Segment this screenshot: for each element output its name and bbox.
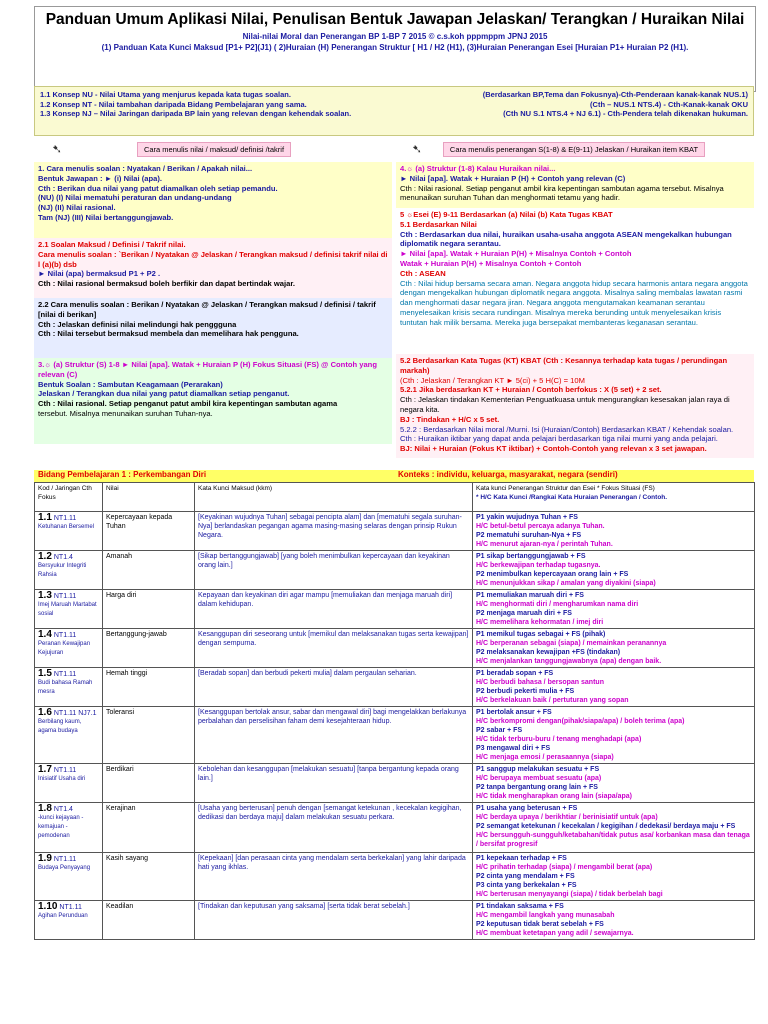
table-row xyxy=(35,803,755,853)
row-focus: Peranan Kewajipan Kejujuran xyxy=(38,641,91,656)
row-nt-code: NT1.4 xyxy=(53,554,73,561)
row-penerangan-line: H/C berbudi bahasa / bersopan santun xyxy=(476,679,604,686)
concept-row-2 xyxy=(40,100,748,110)
row-nt-code: NT1.11 xyxy=(53,515,77,522)
row-nilai-cell xyxy=(103,551,195,590)
row-focus: Agihan Perunduan xyxy=(38,913,88,919)
row-penerangan-cell xyxy=(473,853,755,901)
section-5-2-1-example: Cth : Jelaskan tindakan Kementerian Penguatkuasa untuk mengurangkan kesesakan jalan raya di negara kita. xyxy=(400,395,730,414)
row-code-cell xyxy=(35,901,103,940)
header-code: Kod / Jaringan Cth Fokus xyxy=(35,483,103,512)
row-penerangan-line: P2 tanpa bergantung orang lain + FS xyxy=(476,784,598,791)
section-3-question: Bentuk Soalan : Sambutan Keagamaan (Perarakan) xyxy=(38,379,223,389)
section-2-1 xyxy=(34,238,392,298)
row-code-cell xyxy=(35,512,103,551)
row-number: 1.5 xyxy=(38,668,52,679)
row-penerangan-line: P1 sanggup melakukan sesuatu + FS xyxy=(476,766,600,773)
row-number: 1.1 xyxy=(38,512,52,523)
row-penerangan-line: P2 cinta yang mendalam + FS xyxy=(476,873,575,880)
row-penerangan-line: H/C menghormati diri / mengharumkan nama diri xyxy=(476,601,639,608)
row-penerangan-line: H/C menunjukkan sikap / amalan yang diyakini (siapa) xyxy=(476,580,656,587)
row-nilai-cell xyxy=(103,629,195,668)
table-row xyxy=(35,551,755,590)
row-penerangan-line: H/C menjaga emosi / perasaannya (siapa) xyxy=(476,754,614,761)
section-5-2-1-title: 5.2.1 Jika berdasarkan KT + Huraian / Contoh berfokus : X (5 set) + 2 set. xyxy=(400,385,662,395)
row-penerangan-line: P2 mematuhi suruhan-Nya + FS xyxy=(476,532,582,539)
row-penerangan-line: H/C berupaya membuat sesuatu (apa) xyxy=(476,775,602,782)
section-2-2-title: 2.2 Cara menulis soalan : Berikan / Nyatakan @ Jelaskan / Terangkan maksud / definisi / takrif [nilai di berikan] xyxy=(38,300,376,319)
row-number: 1.9 xyxy=(38,853,52,864)
tab-nilai-label: Cara menulis nilai / maksud/ definisi /takrif xyxy=(137,142,291,157)
row-nilai-cell xyxy=(103,512,195,551)
row-penerangan-line: H/C berkelakuan baik / pertuturan yang sopan xyxy=(476,697,629,704)
header-penerangan xyxy=(473,483,755,512)
header-subtitle: Nilai-nilai Moral dan Penerangan BP 1-BP 7 2015 © c.s.koh pppmppm JPNJ 2015 xyxy=(242,32,548,41)
row-code-cell xyxy=(35,590,103,629)
row-focus: Budi bahasa Ramah mesra xyxy=(38,680,93,695)
row-kkm: [Sikap bertanggungjawab] [yang boleh menimbulkan kepercayaan dan keyakinan orang lain.] xyxy=(198,553,450,569)
section-3 xyxy=(34,358,392,444)
document-header xyxy=(34,6,756,92)
section-5 xyxy=(396,208,754,354)
section-5-1-format-2: Watak + Huraian P(H) + Misalnya Contoh + Contoh xyxy=(400,258,582,268)
row-penerangan-line: P3 cinta yang berkekalan + FS xyxy=(476,882,577,889)
row-number: 1.6 xyxy=(38,707,52,718)
row-kkm-cell xyxy=(195,901,473,940)
row-nilai: Keadilan xyxy=(106,903,134,910)
row-number: 1.3 xyxy=(38,590,52,601)
row-kkm: [Usaha yang berterusan] penuh dengan [semangat ketekunan , kecekalan kegigihan, dedikasi dan berdaya maju] dalam melakukan sesuatu perkara. xyxy=(198,805,462,821)
section-1-value-1: (NU) (I) Nilai mematuhi peraturan dan undang-undang xyxy=(38,193,232,203)
left-column xyxy=(34,162,392,444)
section-5-1-title: 5.1 Berdasarkan Nilai xyxy=(400,219,477,229)
section-5-2-title: 5.2 Berdasarkan Kata Tugas (KT) KBAT (Cth : Kesannya terhadap kata tugas / perundingan markah) xyxy=(400,356,728,375)
row-focus: Inisiatif Usaha diri xyxy=(38,776,86,782)
row-kkm: [Kesanggupan bertolak ansur, sabar dan mengawal diri] bagi mengelakkan berlakunya perbalahan dan perselisihan faham demi kesejahteraan hidup. xyxy=(198,709,467,725)
row-kkm-cell xyxy=(195,551,473,590)
row-penerangan-line: H/C menjalankan tanggungjawabnya (apa) dengan baik. xyxy=(476,658,662,665)
row-focus: -kunci kejayaan -kemajuan -pemodenan xyxy=(38,815,84,839)
row-number: 1.2 xyxy=(38,551,52,562)
concept-2-text: 1.2 Konsep NT - Nilai tambahan daripada Bidang Pembelajaran yang sama. xyxy=(40,99,307,109)
row-kkm-cell xyxy=(195,512,473,551)
header-guide-line: (1) Panduan Kata Kunci Maksud [P1+ P2](J1) ( 2)Huraian (H) Penerangan Struktur [ H1 / H2 (H1), (3)Huraian Penerangan Esei [Huraian P1+ Huraian P2 (H1). xyxy=(101,43,689,52)
row-penerangan-line: H/C berkompromi dengan(pihak/siapa/apa) / boleh terima (apa) xyxy=(476,718,685,725)
row-penerangan-line: H/C memelihara kehormatan / imej diri xyxy=(476,619,604,626)
table-row xyxy=(35,668,755,707)
concept-row-3 xyxy=(40,109,748,119)
row-penerangan-cell xyxy=(473,707,755,764)
concept-3-example: (Cth NU S.1 NTS.4 + NJ 6.1) - Cth-Pendera telah dikenakan hukuman. xyxy=(503,109,748,119)
row-kkm: Kesanggupan diri seseorang untuk [memikul dan melaksanakan tugas serta kewajipan] dengan sempurna. xyxy=(198,631,469,647)
row-kkm-cell xyxy=(195,590,473,629)
row-penerangan-line: H/C tidak terburu-buru / tenang menghadapi (apa) xyxy=(476,736,642,743)
row-nt-code: NT1.11 xyxy=(53,767,77,774)
row-kkm-cell xyxy=(195,803,473,853)
row-number: 1.4 xyxy=(38,629,52,640)
row-penerangan-line: H/C berdaya upaya / berikhtiar / berinisiatif untuk (apa) xyxy=(476,814,658,821)
row-kkm: [Kepekaan] [dan perasaan cinta yang mendalam serta berkekalan] yang lahir daripada hati yang ikhlas. xyxy=(198,855,466,871)
learning-area-title: Bidang Pembelajaran 1 : Perkembangan Diri xyxy=(38,470,207,479)
row-penerangan-cell xyxy=(473,764,755,803)
row-number: 1.8 xyxy=(38,803,52,814)
row-nilai: Harga diri xyxy=(106,592,137,599)
row-nilai-cell xyxy=(103,853,195,901)
table-row xyxy=(35,853,755,901)
row-code-cell xyxy=(35,803,103,853)
row-nt-code: NT1.11 xyxy=(53,671,77,678)
table-row xyxy=(35,707,755,764)
header-penerangan-1: Kata kunci Penerangan Struktur dan Esei * Fokus Situasi (FS) xyxy=(476,485,655,492)
section-3-example-cont: tersebut. Misalnya menunaikan suruhan Tuhan-nya. xyxy=(38,408,213,418)
row-code-cell xyxy=(35,707,103,764)
section-5-2-2-title: 5.2.2 : Berdasarkan Nilai moral /Murni. Isi (Huraian/Contoh) Berdasarkan KBAT / Kehendak soalan. xyxy=(400,424,734,434)
row-penerangan-cell xyxy=(473,901,755,940)
row-nilai: Kepercayaan kepada Tuhan xyxy=(106,514,173,530)
section-2-1-format: ► Nilai (apa) bermaksud P1 + P2 . xyxy=(38,269,161,279)
document-title: Panduan Umum Aplikasi Nilai, Penulisan Bentuk Jawapan Jelaskan/ Terangkan / Huraikan Nilai xyxy=(45,11,745,28)
row-number: 1.10 xyxy=(38,901,58,912)
row-kkm: [Tindakan dan keputusan yang saksama] [serta tidak berat sebelah.] xyxy=(198,903,410,910)
values-table xyxy=(34,482,755,940)
learning-area-band xyxy=(34,470,754,482)
section-4-format: ► Nilai [apa]. Watak + Huraian P (H) + Contoh yang relevan (C) xyxy=(400,173,626,183)
section-5-2-2-answer: BJ: Nilai + Huraian (Fokus KT iktibar) + Contoh-Contoh yang relevan x 3 set jawapan. xyxy=(400,444,707,454)
row-kkm: Kepayaan dan keyakinan diri agar mampu [memuliakan dan menjaga maruah diri] dalam kehidupan. xyxy=(198,592,453,608)
section-5-2-2-example: Cth : Huraikan iktibar yang dapat anda pelajari berdasarkan tiga nilai murni yang anda pelajari. xyxy=(400,434,718,444)
table-row xyxy=(35,629,755,668)
row-number: 1.7 xyxy=(38,764,52,775)
row-penerangan-line: P2 menimbulkan kepercayaan orang lain + FS xyxy=(476,571,629,578)
section-2-2-answer: Cth : Nilai tersebut bermaksud membela dan memelihara hak pengguna. xyxy=(38,329,299,339)
section-2-1-example: Cth : Nilai rasional bermaksud boleh berfikir dan dapat bertindak wajar. xyxy=(38,279,295,289)
concept-1-text: 1.1 Konsep NU - Nilai Utama yang menjurus kepada kata tugas soalan. xyxy=(40,90,291,99)
row-code-cell xyxy=(35,668,103,707)
concept-2-example: (Cth – NUS.1 NTS.4) - Cth-Kanak-kanak OKU xyxy=(590,99,748,109)
section-1-value-2: (NJ) (II) Nilai rasional. xyxy=(38,203,116,213)
section-2-2-example: Cth : Jelaskan definisi nilai melindungi hak penggguna xyxy=(38,319,237,329)
row-nilai: Kerajinan xyxy=(106,805,136,812)
row-penerangan-line: H/C menurut ajaran-nya / perintah Tuhan. xyxy=(476,541,613,548)
row-penerangan-line: P1 tindakan saksama + FS xyxy=(476,903,564,910)
section-5-1-example-label: Cth : ASEAN xyxy=(400,268,446,278)
row-nt-code: NT1.11 xyxy=(53,632,77,639)
row-focus: Imej Maruah Martabat sosial xyxy=(38,602,97,617)
row-code-cell xyxy=(35,551,103,590)
row-nilai: Berdikari xyxy=(106,766,134,773)
row-kkm-cell xyxy=(195,764,473,803)
right-column xyxy=(396,162,754,458)
row-nilai: Kasih sayang xyxy=(106,855,149,862)
row-kkm-cell xyxy=(195,707,473,764)
table-header-row xyxy=(35,483,755,512)
section-1-value-3: Tam (NJ) (III) Nilai bertanggungjawab. xyxy=(38,212,174,222)
header-kkm: Kata Kunci Maksud (kkm) xyxy=(195,483,473,512)
row-penerangan-line: P1 kepekaan terhadap + FS xyxy=(476,855,567,862)
section-3-title: 3.☼ (a) Struktur (S) 1-8 ► Nilai [apa]. Watak + Huraian P (H) Fokus Situasi (FS) @ Contoh yang relevan (C) xyxy=(38,360,377,379)
row-code-cell xyxy=(35,629,103,668)
row-penerangan-line: H/C tidak mengharapkan orang lain (siapa/apa) xyxy=(476,793,632,800)
row-nilai-cell xyxy=(103,590,195,629)
table-row xyxy=(35,590,755,629)
row-penerangan-line: P2 sabar + FS xyxy=(476,727,523,734)
row-nt-code: NT1.11 NJ7.1 xyxy=(53,710,97,717)
row-penerangan-cell xyxy=(473,629,755,668)
section-5-1-question: Cth : Berdasarkan dua nilai, huraikan usaha-usaha anggota ASEAN mengekalkan hubungan diplomatik negara serantau. xyxy=(400,229,732,249)
row-penerangan-line: H/C betul-betul percaya adanya Tuhan. xyxy=(476,523,605,530)
context-title: Konteks : individu, keluarga, masyarakat, negara (sendiri) xyxy=(398,470,618,479)
row-nilai: Hemah tinggi xyxy=(106,670,148,677)
row-nilai: Bertanggung-jawab xyxy=(106,631,167,638)
row-code-cell xyxy=(35,853,103,901)
section-5-title: 5 ☼Esei (E) 9-11 Berdasarkan (a) Nilai (b) Kata Tugas KBAT xyxy=(400,210,613,219)
header-nilai: Nilai xyxy=(103,483,195,512)
row-nt-code: NT1.4 xyxy=(53,806,73,813)
row-nt-code: NT1.11 xyxy=(53,856,77,863)
section-4 xyxy=(396,162,754,208)
row-penerangan-line: H/C membuat ketetapan yang adil / sewajarnya. xyxy=(476,930,634,937)
section-1-format: Bentuk Jawapan : ► (i) Nilai (apa). xyxy=(38,173,162,183)
section-4-example: Cth : Nilai rasional. Setiap penganut ambil kira kepentingan sambutan agama tersebut. Misalnya menunaikan suruhan Tuhan dan menghormati tetamu yang hadir. xyxy=(400,183,724,203)
row-penerangan-line: P1 memikul tugas sebagai + FS (pihak) xyxy=(476,631,606,638)
row-penerangan-line: P1 yakin wujudnya Tuhan + FS xyxy=(476,514,578,521)
row-penerangan-line: P1 memuliakan maruah diri + FS xyxy=(476,592,584,599)
row-nilai-cell xyxy=(103,668,195,707)
concept-panel xyxy=(34,86,754,136)
arrow-icon: ➷ xyxy=(52,142,63,156)
row-penerangan-line: P2 semangat ketekunan / kecekalan / kegigihan / dedekasi/ berdaya maju + FS xyxy=(476,823,736,830)
row-focus: Berbilang kaum, agama budaya xyxy=(38,719,82,734)
row-penerangan-line: H/C prihatin terhadap (siapa) / mengambil berat (apa) xyxy=(476,864,653,871)
row-penerangan-line: H/C berterusan menyayangi (siapa) / tidak berbelah bagi xyxy=(476,891,663,898)
row-nilai-cell xyxy=(103,764,195,803)
section-5-1-example: Cth : Nilai hidup bersama secara aman. Negara anggota hidup secara harmonis antara negara anggota dengan mengekalkan hubungan diplomatik negara anggota. Misalnya saling membalas lawatan rasmi dan menghormati dasar negara jiran. Negara anggota mengutamakan keamanan serantau menyelesaikan krisis secara rundingan. Misalnya mereka berunding untuk menyelesaikan krisis tuntutan hak milik bersama. Mereka juga bersepakat membanteras keganasan serantau. xyxy=(400,278,748,327)
row-penerangan-line: P2 melaksanakan kewajipan +FS (tindakan) xyxy=(476,649,621,656)
row-nilai-cell xyxy=(103,707,195,764)
row-kkm: [Keyakinan wujudnya Tuhan] sebagai pencipta alam] dan [mematuhi segala suruhan-Nya] berlandaskan pegangan agama masing-masing selaras dengan prinsip Rukun Negara. xyxy=(198,514,462,539)
section-tabs xyxy=(34,138,754,160)
row-focus: Ketuhanan Bersemel xyxy=(38,524,95,530)
section-2-1-method: Cara menulis soalan : `Berikan / Nyatakan @ Jelaskan / Terangkan maksud / definisi takrif nilai di l (a)(b) dsb xyxy=(38,249,388,269)
row-penerangan-line: H/C berkewajipan terhadap tugasnya. xyxy=(476,562,601,569)
row-penerangan-line: H/C bersungguh-sungguh/ketabahan/tidak putus asa/ korbankan masa dan tenaga / bersifat progresif xyxy=(476,832,750,848)
section-5-2-format: (Cth : Jelaskan / Terangkan KT ► 5(ci) + 5 H(C) = 10M xyxy=(400,375,585,385)
row-penerangan-cell xyxy=(473,590,755,629)
section-5-1-format: ► Nilai [apa]. Watak + Huraian P(H) + Misalnya Contoh + Contoh xyxy=(400,249,632,259)
row-penerangan-cell xyxy=(473,551,755,590)
header-penerangan-2: * H/C Kata Kunci /Rangkai Kata Huraian Penerangan / Contoh. xyxy=(476,494,668,501)
section-2-2 xyxy=(34,298,392,358)
row-penerangan-cell xyxy=(473,803,755,853)
concept-row-1 xyxy=(40,90,748,100)
row-focus: Bersyukur Integriti Rahsia xyxy=(38,563,87,578)
row-nilai: Toleransi xyxy=(106,709,135,716)
tab-penerangan-label: Cara menulis penerangan S(1-8) & E(9-11) Jelaskan / Huraikan item KBAT xyxy=(443,142,705,157)
table-row xyxy=(35,901,755,940)
row-nt-code: NT1.11 xyxy=(53,593,77,600)
row-kkm-cell xyxy=(195,629,473,668)
row-nilai-cell xyxy=(103,803,195,853)
row-nt-code: NT1.11 xyxy=(59,904,82,911)
table-row xyxy=(35,764,755,803)
row-penerangan-line: P1 bertolak ansur + FS xyxy=(476,709,552,716)
row-kkm-cell xyxy=(195,853,473,901)
row-penerangan-cell xyxy=(473,668,755,707)
row-kkm: [Beradab sopan] dan berbudi pekerti mulia] dalam pergaulan seharian. xyxy=(198,670,417,677)
section-3-task: Jelaskan / Terangkan dua nilai yang patut diamalkan setiap penganut. xyxy=(38,389,290,399)
row-kkm: Kebolehan dan kesanggupan [melakukan sesuatu] [tanpa bergantung kepada orang lain.] xyxy=(198,766,459,782)
row-penerangan-line: P1 beradab sopan + FS xyxy=(476,670,554,677)
arrow-icon: ➷ xyxy=(412,142,423,156)
section-3-example: Cth : Nilai rasional. Setiap penganut patut ambil kira kepentingan sambutan agama xyxy=(38,399,338,409)
row-nilai: Amanah xyxy=(106,553,133,560)
row-penerangan-line: H/C mengambil langkah yang munasabah xyxy=(476,912,615,919)
tab-nilai xyxy=(34,138,394,160)
tab-penerangan xyxy=(394,138,754,160)
row-penerangan-line: P1 sikap bertanggungjawab + FS xyxy=(476,553,586,560)
row-focus: Budaya Penyayang xyxy=(38,865,91,871)
row-penerangan-line: P1 usaha yang beterusan + FS xyxy=(476,805,578,812)
concept-3-text: 1.3 Konsep NJ – Nilai Jaringan daripada BP lain yang relevan dengan kehendak soalan. xyxy=(40,109,352,119)
section-1-example: Cth : Berikan dua nilai yang patut diamalkan oleh setiap pemandu. xyxy=(38,183,278,193)
section-5-2 xyxy=(396,354,754,458)
row-code-cell xyxy=(35,764,103,803)
row-penerangan-cell xyxy=(473,512,755,551)
row-penerangan-line: P2 keputusan tidak berat sebelah + FS xyxy=(476,921,604,928)
row-penerangan-line: P2 menjaga maruah diri + FS xyxy=(476,610,572,617)
row-nilai-cell xyxy=(103,901,195,940)
section-5-2-1-answer: BJ : Tindakan + H/C x 5 set. xyxy=(400,414,500,424)
row-penerangan-line: P3 mengawal diri + FS xyxy=(476,745,551,752)
section-4-title: 4.☼ (a) Struktur (1-8) Kalau Huraikan nilai... xyxy=(400,164,556,173)
row-kkm-cell xyxy=(195,668,473,707)
row-penerangan-line: P2 berbudi pekerti mulia + FS xyxy=(476,688,575,695)
section-1 xyxy=(34,162,392,238)
section-2-1-title: 2.1 Soalan Maksud / Definisi / Takrif nilai. xyxy=(38,240,186,249)
section-1-title: 1. Cara menulis soalan : Nyatakan / Berikan / Apakah nilai... xyxy=(38,164,253,173)
concept-1-example: (Berdasarkan BP,Tema dan Fokusnya)-Cth-Penderaan kanak-kanak NUS.1) xyxy=(482,90,748,99)
table-row xyxy=(35,512,755,551)
row-penerangan-line: H/C berperanan sebagai (siapa) / memainkan peranannya xyxy=(476,640,667,647)
